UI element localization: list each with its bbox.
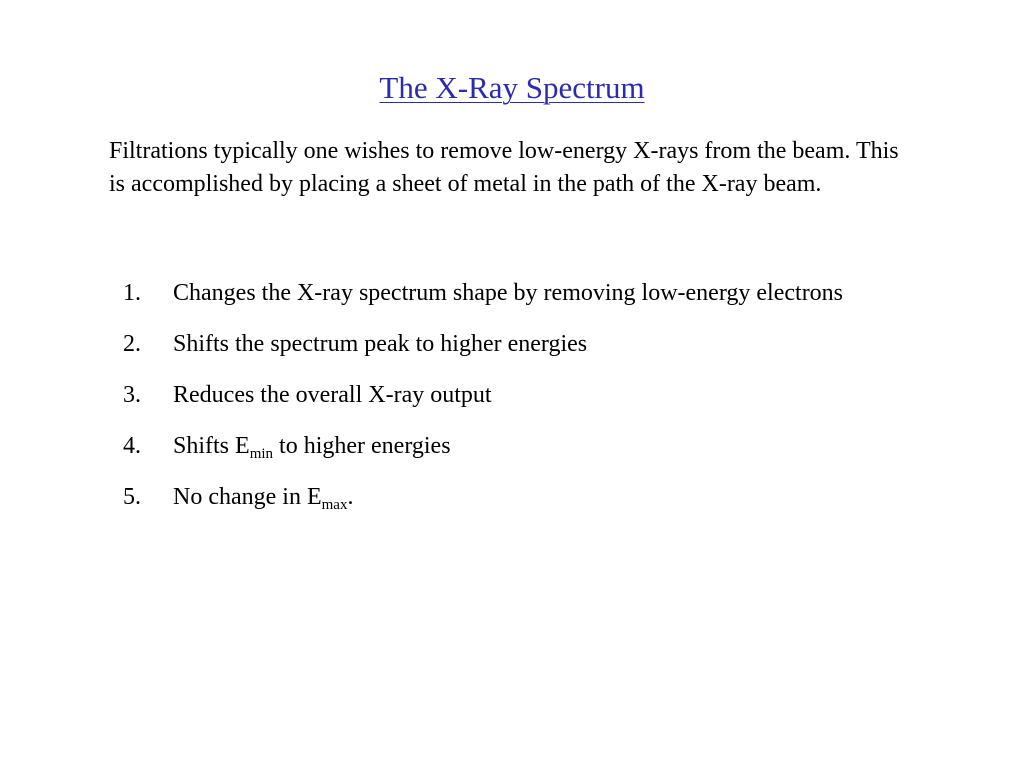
list-item-text-before: Shifts E bbox=[173, 433, 250, 459]
list-item-text: Changes the X-ray spectrum shape by removing low-energy electrons bbox=[173, 280, 844, 306]
list-item-text-after: to higher energies bbox=[273, 433, 451, 459]
list-item bbox=[123, 379, 883, 411]
list-item-number: 3. bbox=[123, 382, 141, 408]
list-item-number: 5. bbox=[123, 484, 141, 510]
list-item-text: Reduces the overall X-ray output bbox=[173, 382, 492, 408]
list-item bbox=[123, 328, 883, 360]
list-item bbox=[123, 481, 883, 513]
list-item-text-before: No change in E bbox=[173, 484, 322, 510]
list-item-text: Shifts the spectrum peak to higher energies bbox=[173, 331, 588, 357]
list-item bbox=[123, 277, 883, 309]
slide-title-container bbox=[0, 70, 1024, 106]
list-item-text bbox=[173, 430, 883, 462]
list-item-text bbox=[173, 481, 883, 513]
list-item-subscript: min bbox=[249, 446, 274, 462]
intro-paragraph: Filtrations typically one wishes to remove low-energy X-rays from the beam. This is accomplished by placing a sheet of metal in the path of the X-ray beam. bbox=[109, 138, 899, 197]
effects-list bbox=[123, 277, 883, 532]
list-item-text-after: . bbox=[347, 484, 354, 510]
list-item-subscript: max bbox=[321, 497, 348, 513]
list-item-number: 1. bbox=[123, 280, 141, 306]
list-item-number: 4. bbox=[123, 433, 141, 459]
list-item-number: 2. bbox=[123, 331, 141, 357]
slide-title: The X-Ray Spectrum bbox=[379, 70, 645, 105]
list-item bbox=[123, 430, 883, 462]
